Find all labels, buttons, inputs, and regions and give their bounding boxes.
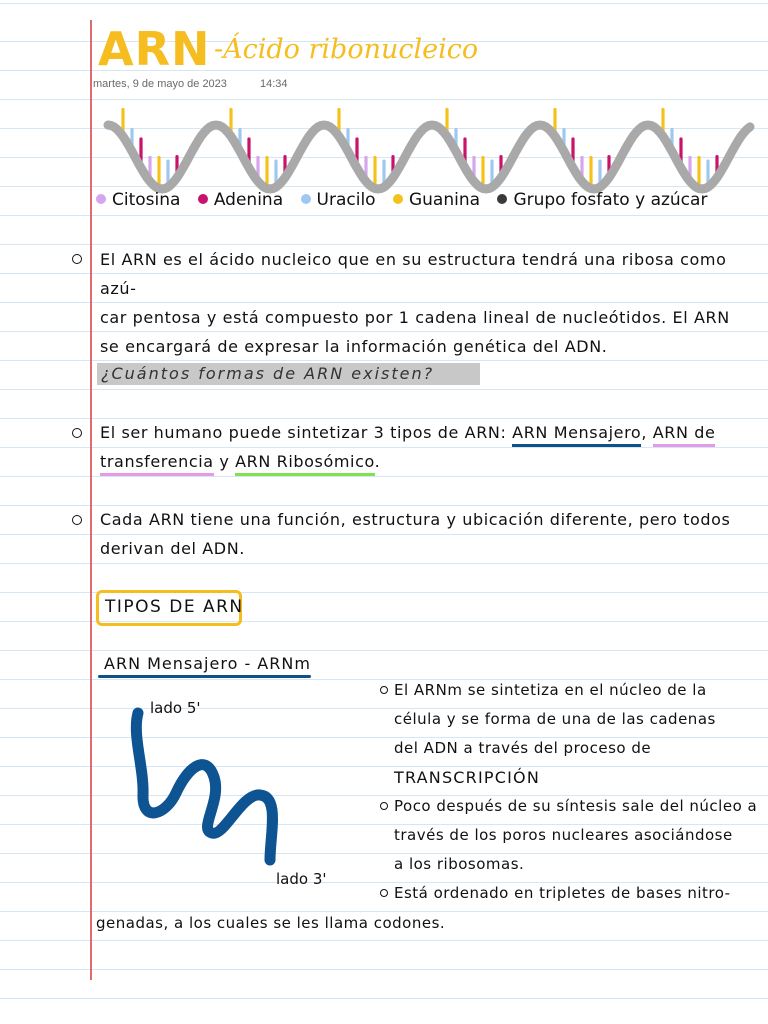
- page-date: martes, 9 de mayo de 2023: [93, 78, 227, 90]
- arn-mensajero-underlined: ARN Mensajero: [512, 423, 641, 447]
- note-line: del ADN a través del proceso de: [394, 739, 652, 757]
- paragraph-line: [100, 447, 760, 476]
- legend-item-fosfato: [497, 190, 707, 210]
- bullet-icon: [380, 802, 388, 810]
- legend-dot-fosfato: [497, 194, 507, 204]
- arn-ribosomico-underlined: ARN Ribosómico: [235, 452, 375, 476]
- note-line: a los ribosomas.: [394, 855, 525, 873]
- bullet-icon: [380, 686, 388, 694]
- paragraph-line: Cada ARN tiene una función, estructura y ubicación diferente, pero todos: [100, 510, 731, 529]
- mrna-strand-path: [136, 713, 272, 860]
- paragraph-line: derivan del ADN.: [100, 539, 245, 558]
- legend-dot-citosina: [96, 194, 106, 204]
- text-span: y: [213, 452, 236, 471]
- note-line: Poco después de su síntesis sale del núcleo a: [394, 797, 758, 815]
- bullet-icon: [72, 254, 82, 264]
- paragraph-funcion: [100, 505, 760, 563]
- paragraph-line: car pentosa y está compuesto por 1 cadena lineal de nucleótidos. El ARN: [100, 308, 730, 327]
- tipos-de-arn-box: [96, 590, 242, 626]
- legend-item-uracilo: [301, 190, 376, 210]
- heading-underline: [98, 675, 311, 678]
- legend-item-adenina: [198, 190, 283, 210]
- note-line: TRANSCRIPCIÓN: [394, 768, 541, 787]
- paragraph-line: se encargará de expresar la información genética del ADN.: [100, 337, 608, 356]
- note-line: través de los poros nucleares asociándose: [394, 826, 733, 844]
- label-lado-3: lado 3': [276, 870, 327, 888]
- mrna-note-2: [394, 792, 757, 879]
- mrna-note-3-continued: genadas, a los cuales se les llama codones.: [96, 914, 446, 932]
- text-span: ,: [641, 423, 653, 442]
- paragraph-tipos-arn: [100, 418, 760, 476]
- mrna-note-3: Está ordenado en tripletes de bases nitro-: [394, 884, 731, 902]
- question-text: ¿Cuántos formas de ARN existen?: [101, 364, 435, 383]
- note-line: célula y se forma de una de las cadenas: [394, 710, 716, 728]
- notebook-margin-line: [90, 20, 92, 980]
- page-title-arn: ARN: [98, 22, 211, 76]
- legend-item-guanina: [393, 190, 480, 210]
- legend-item-citosina: [96, 190, 180, 210]
- note-line: El ARNm se sintetiza en el núcleo de la: [394, 681, 707, 699]
- sugar-phosphate-backbone: [108, 125, 750, 189]
- text-span: El ser humano puede sintetizar 3 tipos de ARN:: [100, 423, 513, 442]
- mrna-note-1: [394, 676, 716, 792]
- tipos-de-arn-label: TIPOS DE ARN: [105, 597, 244, 617]
- arn-mensajero-heading: ARN Mensajero - ARNm: [104, 654, 311, 673]
- legend-label-citosina: Citosina: [112, 190, 181, 210]
- bullet-icon: [72, 428, 82, 438]
- legend-label-uracilo: Uracilo: [316, 190, 376, 210]
- page-title-subtitle: -Ácido ribonucleico: [214, 34, 479, 65]
- legend-label-adenina: Adenina: [213, 190, 284, 210]
- highlighted-question: [97, 363, 480, 385]
- legend-dot-guanina: [393, 194, 403, 204]
- helix-legend: [96, 190, 707, 210]
- bullet-icon: [72, 515, 82, 525]
- rna-helix-diagram: [100, 105, 760, 195]
- bullet-icon: [380, 889, 388, 897]
- legend-label-fosfato: Grupo fosfato y azúcar: [513, 190, 708, 210]
- label-lado-5: lado 5': [150, 699, 201, 717]
- paragraph-line: [100, 418, 760, 447]
- mrna-strand-illustration: [120, 695, 300, 880]
- legend-dot-uracilo: [301, 194, 311, 204]
- legend-dot-adenina: [198, 194, 208, 204]
- transferencia-underlined: transferencia: [100, 452, 214, 476]
- paragraph-arn-definition: [100, 245, 760, 361]
- legend-label-guanina: Guanina: [408, 190, 481, 210]
- paragraph-line: El ARN es el ácido nucleico que en su estructura tendrá una ribosa como azú-: [100, 250, 727, 298]
- page-time: 14:34: [260, 78, 288, 90]
- text-span: .: [374, 452, 381, 471]
- arn-de-underlined: ARN de: [653, 423, 716, 447]
